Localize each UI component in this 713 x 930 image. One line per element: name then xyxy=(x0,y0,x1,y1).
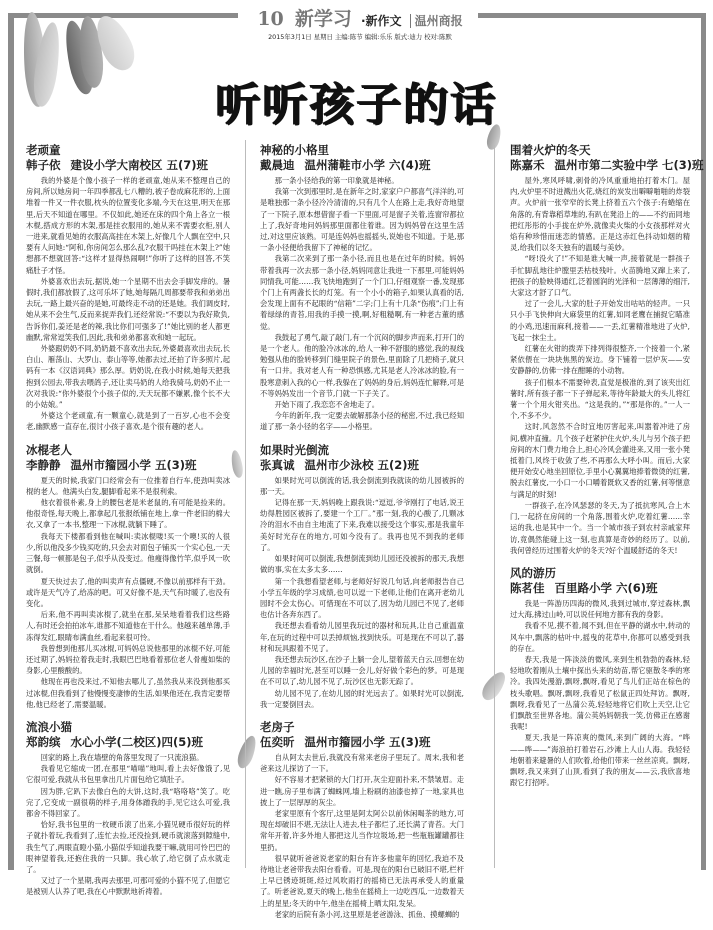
author-school: 温州蒲鞋市小学 六(4)班 xyxy=(304,158,431,172)
article-paragraph: 我鼓起了勇气,敲了敲门,有一个沉闷的脚步声而来,打开门的是一个老人。他的脸冷冰冰的,给人一种不舒服的感觉,我的视线勉强从他的脸转移到门缝里院子的景色,里面除了几把椅子,就只有一口井。我对老人有一种恐惧感,尤其是老人冷冰冰的脸,有一股寒意刺入我的心一样,我躲在了妈妈的身后,妈妈连忙解释,可是不等妈妈发出一个音节,门就一下子关了。 xyxy=(260,332,464,398)
page-headline: 听听孩子的话 xyxy=(215,78,498,131)
article-paragraph: 回家的路上,我在墙壁的角落里发现了一只流浪猫。 xyxy=(40,752,204,762)
article-paragraph: 很早就听爸爸说老家的阳台有许多他童年的回忆,我迫不及待地让老爸带我去阳台看看。可是,现在的阳台已破旧不堪,栏杆上早已锈迹斑斑,经过风吹雨打的摇椅已无法再承受人的重量了。听老爸说,夏天的晚上,他坐在摇椅上一边吃西瓜,一边数着天上的星星;冬天的中午,他坐在摇椅上晒太阳,发呆。 xyxy=(260,853,464,908)
article-paragraph: 如果时光可以倒流的话,我会倒流到我就读的幼儿园被拆的那一天。 xyxy=(260,475,464,496)
article-title: 神秘的小格里 xyxy=(260,143,329,157)
article-paragraph: 记得在那一天,妈妈晚上跟我说:“逗逗,爷爷刚打了电话,说王幼得胜园区被拆了,要建一个工厂。”那一刻,我的心酸了,几颗冰冷的泪水不由自主地流了下来,我难以接受这个事实,那是我童年美好时光存在的地方,可如今没有了。我再也见不到我的老师了。 xyxy=(260,498,464,552)
article-paragraph: 自从阿太去世后,我就没有常来老房子里玩了。周末,我和老爸来这儿探访了一下。 xyxy=(260,752,464,774)
article-title: 围着火炉的冬天 xyxy=(510,143,591,157)
article-paragraph: 他衣着很朴素,身上的腰包老是米老鼠的,有可能是捡来的。他很奇怪,每天晚上,都拿起几张报纸铺在地上,拿一件老旧的棉大衣,又拿了一本书,整理一下冰棍,就躺下睡了。 xyxy=(26,498,230,530)
article-byline xyxy=(260,158,464,173)
article-paragraph: 这时,风忽然不合时宜地厉害起来,叫嚣着冲进了房间,横冲直撞。几个孩子赶紧护住火炉,头儿与另个孩子把房间的木门费力地合上,担心冷风会灌进来,又用一张小凳抵着门,风终于收敛了些,不再那么大呼小叫。而后,大家便开始安心地坐回原位,手里小心翼翼地捧着微烫的红薯,脱去红薯皮,一小口一小口嚼着既软又香的红薯,何等惬意与满足的时刻! xyxy=(510,422,690,499)
article xyxy=(260,443,464,710)
article-byline xyxy=(510,158,704,173)
article-paragraph: 幼儿园不见了,在幼儿园的时光远去了。如果时光可以倒流,我一定要倒回去。 xyxy=(260,688,464,709)
frame-border-left xyxy=(8,13,14,870)
author-name: 韩子依 xyxy=(26,158,61,172)
author-name: 伍奕昕 xyxy=(260,734,295,749)
article-byline xyxy=(26,158,230,173)
article-byline xyxy=(510,581,690,596)
article xyxy=(260,720,464,920)
page-number: 10 xyxy=(257,8,284,30)
dateline: 2015年3月1日 星期日 主编:陈节 编辑:乐乐 版式:迪力 校对:陈默 xyxy=(268,33,452,41)
article-paragraph: 今年的新年,我一定要去破解那条小径的秘密,不过,我已经知道了那一条小径的名字——小格里。 xyxy=(260,411,464,432)
article-paragraph: 过了一会儿,大家的肚子开始发出咕咕的轻声。一只只小手飞快伸向大麻袋里的红薯,如同老鹰在捕捉它瞄准的小鸡,迅速而麻利,接着——一丢,红薯精准地进了火炉,飞起一抹尘土。 xyxy=(510,299,690,342)
article-paragraph: “呀!没火了!”不知是谁大喊一声,接着就是一群孩子手忙脚乱地往炉膛里丢枯枝残叶。火苗腾地又蹿上来了,把孩子的脸映得通红,泛着圆润的光泽和一层薄薄的细汗,大家这才舒了口气。 xyxy=(510,254,690,298)
frame-border-top-right xyxy=(478,13,706,18)
article xyxy=(510,143,704,556)
article-paragraph: 我看不见,摸不着,闻不到,但在平静的湖水中,转动的风车中,飘落的枯叶中,摇曳的花草中,你都可以感受到我的存在。 xyxy=(510,621,690,653)
article-paragraph: 孩子们根本不需要钟表,直觉是极准的,到了该夹出红薯时,所有孩子都一下子弹起来,等待年龄最大的头儿将红薯一个个用火钳夹出。“这是我的。”“那是你的。”一人一个,不多不少。 xyxy=(510,377,690,421)
article-paragraph: 我还想去看看幼儿园里我玩过的器材和玩具,让自己重温童年,在玩的过程中可以丢掉烦恼,找到快乐。可是现在不可以了,器材和玩具跟着不见了。 xyxy=(260,621,464,653)
author-school: 建设小学大南校区 五(7)班 xyxy=(70,158,209,172)
article-byline xyxy=(26,458,230,473)
author-school: 温州市第二实验中学 七(3)班 xyxy=(554,158,704,172)
column-right xyxy=(510,143,704,798)
author-name: 李静静 xyxy=(26,457,61,472)
article-paragraph: 好不容易才把紧锁的大门打开,灰尘迎面扑来,不禁皱眉。走进一瞧,房子里布满了蜘蛛网,墙上粉刷的油漆也掉了一地,家具也披上了一层厚厚的灰尘。 xyxy=(260,775,464,807)
article-paragraph: 开始下雨了,我恋恋不舍地走了。 xyxy=(274,400,380,410)
article-paragraph: 外婆喜欢出去玩,据说,她一个星期不出去会手脚发痒的。暑假时,我们都放假了,这可乐坏了她,她每隔几周都要带我和弟弟出去玩,一路上最兴奋的是她,可最终走不动的还是她。我们调皮时,她从来不会生气,反而来捉弄我们,还经常说:“不要以为我好欺负,告诉你们,姜还是老的辣,我比你们可强多了!”她比别的老人都更幽默,常常逗笑我们,因此,我和弟弟都喜欢和她一起玩。 xyxy=(26,276,230,342)
article-paragraph: 老家里原有个客厅,这里是阿太阿公以前休闲喝茶的地方,可现在却破旧不堪,无法让人进去,柱子都烂了,还长满了青苔。大门常年开着,许多外地人都把这儿当作垃圾场,把一些瓶瓶罐罐都往里扔。 xyxy=(260,808,464,852)
frame-border-right xyxy=(701,13,706,870)
article-paragraph: 一群孩子,在冷风瑟瑟的冬天,为了抵抗寒风,合上木门,一起挤在房间的一个角落,围着火炉,吃着红薯……幸运的我,也是其中一个。当一个城市孩子到农村亲戚家拜访,竟偶然能碰上这一刻,也真算是奇妙的经历了。以前,我何曾经历过围着火炉的冬天?好个温暖舒适的冬天! xyxy=(510,500,690,555)
article-paragraph: 我第一次到那里时,是在新年之时,家家户户都喜气洋洋的,可是唯独那一条小径冷冷清清的,只有几个人在路上走,我好奇地望了一下院子,原本想借窗子看一下里面,可是窗子关着,连窗帘都拉上了,我好奇地问妈妈那里面都住着谁。因为妈妈曾在这里生活过,对这里应该熟。可是连妈妈也摇摇头,说她也不知道。于是,那一条小径便给我留下了神秘的记忆。 xyxy=(260,187,464,253)
article-paragraph: 外婆这个老顽童,有一颗童心,就是到了一百岁,心也不会变老,幽默感一直存在,很讨小孩子喜欢,是个很有趣的老人。 xyxy=(26,411,230,432)
article-paragraph: 我第二次来到了那一条小径,而且也是在过年的时候。妈妈带着我再一次去那一条小径,妈妈同意让我进一下那里,可能妈妈同情我,可能……我飞快地跑到了一个门口,仔细观察一番,发现那个门上有两盏长长的灯笼。有一个小小的箱子,如果认真看的话,会发现上面有不起眼的“信箱”二字;门上有十几条“伤痕”;门上有着绿绿的青苔,用我的手摸一摸,啊,好粗糙啊,有一种老古董的感觉。 xyxy=(260,254,464,331)
masthead xyxy=(240,4,480,31)
article-paragraph: 夏天的时候,我家门口经常会有一位推着自行车,使劲叫卖冰棍的老人。他满头白发,腿脚看起来不是很利索。 xyxy=(26,475,230,496)
article-paragraph: 又过了一个星期,我再去那里,可那可爱的小猫不见了,但愿它是被别人认养了吧,我在心中默默地祈祷着。 xyxy=(26,876,230,897)
author-school: 水心小学(二校区)四(5)班 xyxy=(70,734,204,749)
article-paragraph: 我每天下楼都看到他在喊叫:卖冰棍喽!买一个噢!买的人很少,所以他没多少钱买吃的,只会去对面包子铺买一个实心包,一天三餐,每一顿都是包子,似乎从没变过。他瘦得像竹竿,似乎风一吹就倒。 xyxy=(26,531,230,575)
article-paragraph: 他现在再也没来过,不知他去哪儿了,虽然我从来没到他那买过冰棍,但我看到了他慢慢变凄惨的生活,如果他还在,我肯定要帮他,他已经老了,需要温暖。 xyxy=(26,677,230,709)
subsection-name: ·新作文 xyxy=(360,14,402,28)
article-paragraph: 如果时间可以倒流,我想倒流到幼儿园还没被拆的那天,我想做的事,实在太多太多…… xyxy=(260,554,464,575)
article-title: 老顽童 xyxy=(26,143,61,157)
article xyxy=(26,443,230,710)
author-school: 温州市籀园小学 五(3)班 xyxy=(70,457,197,472)
article-title: 老房子 xyxy=(260,719,295,734)
article xyxy=(260,143,464,433)
article-paragraph: 那一条小径给我的第一印象就是神秘。 xyxy=(274,176,399,185)
leaf-illustration xyxy=(230,449,245,478)
frame-border-top-left xyxy=(8,13,238,18)
author-school: 温州市籀园小学 五(3)班 xyxy=(304,734,431,749)
article xyxy=(510,566,690,788)
article-byline xyxy=(260,735,464,750)
leaf-illustration xyxy=(235,734,260,771)
author-school: 百里路小学 六(6)班 xyxy=(554,580,658,595)
author-name: 郑韵缤 xyxy=(26,734,61,749)
column-middle xyxy=(260,143,464,930)
article-paragraph: 我的外婆是个像小孩子一样的老顽童,她从来不整理自己的房间,所以她房间一年四季都乱七八糟的,被子卷成麻花形的,上面堆着一件又一件衣服,枕头的位置变化多端,今天在这里,明天在那里,后天不知道在哪里。不仅如此,她还在床的四个角上各立一根木棍,搭成方形的木架,那是挂衣服用的,她从来不需要衣柜,别人一进来,就看见她的衣服高高挂在木架上,好像几个人飘在空中,只要有人问她:“阿和,你房间怎么那么乱?衣服干吗挂在木架上?”她想都不想就回答:“这样才显得热闹啊!”你听了这样的回答,不笑痛肚子才怪。 xyxy=(26,176,230,275)
author-school: 温州市少泳校 五(2)班 xyxy=(304,457,420,472)
article-paragraph: 我还想去玩沙区,在沙子上躺一会儿,望着蓝天白云,回想在幼儿园的幸福时光,甚至可以睡一会儿,好好做个彩色的梦。可是现在不可以了,幼儿园不见了,玩沙区也无影无踪了。 xyxy=(260,654,464,687)
article-paragraph: 春天,我是一阵淡淡的微风,来到生机勃勃的森林,轻轻地吹着刚从土壤中探出头来的幼苗,帮它驱散冬季的寒冷。我四处漫游,飘呀,飘呀,看见了鸟儿们正站在棕色的枝头歌唱。飘呀,飘呀,我看见了松鼠正四处拜访。飘呀,飘呀,我看见了一丛蒲公英,轻轻地将它们吹上天空,让它们飘散至世界各地。蒲公英妈妈朝我一笑,仿佛正在感谢我呢! xyxy=(510,654,690,732)
column-left xyxy=(26,143,230,908)
article-paragraph: 我是一阵游历四海的微风,我到过城市,穿过森林,飘过大海,拂过山岭,可以说任何地方都有我的身影。 xyxy=(510,598,690,620)
column-divider xyxy=(245,140,246,868)
author-name: 陈茗佳 xyxy=(510,580,545,595)
article-paragraph: 第一个我想看望老师,与老师好好说几句话,向老师报告自己小学五年级的学习成绩,也可以逗一下老师,让他们在离开老幼儿园时不会太伤心。可惜现在不可以了,因为幼儿园已不见了,老师也估计各奔东西了。 xyxy=(260,576,464,620)
article-title: 冰棍老人 xyxy=(26,442,72,457)
article xyxy=(26,720,230,898)
article-paragraph: 屋外,寒风呼啸,刺骨的冷风重重地拍打着木门。屋内,火炉里不时迸溅出火花,烧红的炭发出噼噼啪啪的炸裂声。火炉前一张窄窄的长凳上挤着五六个孩子:有蜷缩在角落的,有背靠稻草堆的,有趴在凳沿上的——不约而同地把红彤彤的小手拢在炉外,就像卖火柴的小女孩那样对火焰有种珍惜而迷恋的情感。正是这赤红色抖动如烟的精灵,给我们以冬天独有的温暖与美妙。 xyxy=(510,176,690,253)
article-paragraph: 恰好,我书包里的一枚硬币滚了出来,小猫见硬币很好玩的样子就扑着玩,我看到了,连忙去捡,还没捡到,硬币就滚落到隙缝中,我生气了,两眼直瞪小猫,小猫似乎知道我要干嘛,就用可怜巴巴的眼神望着我,还抱住我的一只脚。我心软了,给它倒了点水就走了。 xyxy=(26,820,230,874)
article-paragraph: 夏天,我是一阵凉爽的微风,来到广阔的大海。“哗——哗——”海浪拍打着岩石,沙滩上人山人海。我轻轻地朝着来避暑的人们吹着,给他们带来一丝丝凉爽。飘呀,飘呀,我又来到了山顶,看到了我的朋友——云,我欣喜地跟它打招呼。 xyxy=(510,733,690,788)
article xyxy=(26,143,230,433)
article-paragraph: 我看见它缩成一团,在那里“喵喵”地叫,看上去好像饿了,见它很可爱,我就从书包里拿出几片面包给它填肚子。 xyxy=(26,764,230,785)
article-paragraph: 外婆跟奶奶不同,奶奶最不喜欢出去玩,外婆最喜欢出去玩,长白山、雁荡山、大罗山、泰山等等,她都去过,还拍了许多照片,起码有一本《汉语词典》那么厚。奶奶说,在我小时候,她每天把我抱到公园去,带我去喂鸽子,还让卖马奶的人给我骑马,奶奶不止一次对我说:“你外婆很个小孩子似的,天天玩都不嫌累,像个长不大的小姑娘。” xyxy=(26,344,230,410)
author-name: 戴晨迪 xyxy=(260,158,295,172)
article-paragraph: 后来,他不再叫卖冰棍了,就坐在那,呆呆地看着我们这些路人,有时还会拍拍冰车,谁都不知道他在干什么。他越来越单薄,手冻得发红,眼睛布满血丝,看起来很可怜。 xyxy=(26,610,230,642)
article-title: 流浪小猫 xyxy=(26,719,72,734)
article-paragraph: 夏天快过去了,他的叫卖声有点僵硬,不像以前那样有干劲。或许是天气冷了,给冻的吧。可又好像不是,天气有时暖了,也没有变化。 xyxy=(26,576,230,608)
newspaper-name: 温州商报 xyxy=(410,14,463,28)
section-name: 新学习 xyxy=(294,8,352,30)
author-name: 张真诚 xyxy=(260,457,295,472)
article-paragraph: 红薯在火钳的拨弄下排列得很整齐,一个接着一个,紧紧依偎在一块块焦黑的炭边。身下铺着一层炉灰——安安静静的,仿佛一排在酣睡的小动物。 xyxy=(510,344,690,376)
article-paragraph: 因为胖,它趴下去像白色的大饼,这时,我“咯咯咯”笑了。吃完了,它变成一副很萌的样子,用身体蹭我的手,见它这么可爱,我都舍不得回家了。 xyxy=(26,786,230,818)
article-paragraph: 老家的后院有条小河,这里原是老爸游泳、抓鱼、摸螺蛳的 xyxy=(274,909,460,919)
article-byline xyxy=(260,458,464,473)
author-name: 陈嘉禾 xyxy=(510,158,545,172)
article-title: 风的游历 xyxy=(510,565,556,580)
column-divider xyxy=(494,145,495,868)
article-title: 如果时光倒流 xyxy=(260,442,329,457)
article-paragraph: 我曾想到他那儿买冰棍,可妈妈总说他那里的冰棍不好,可能还过期了,妈妈拉着我走时,我眼巴巴地看着那位老人骨瘦如柴的身影,心里酸酸的。 xyxy=(26,643,230,676)
article-byline xyxy=(26,735,230,750)
